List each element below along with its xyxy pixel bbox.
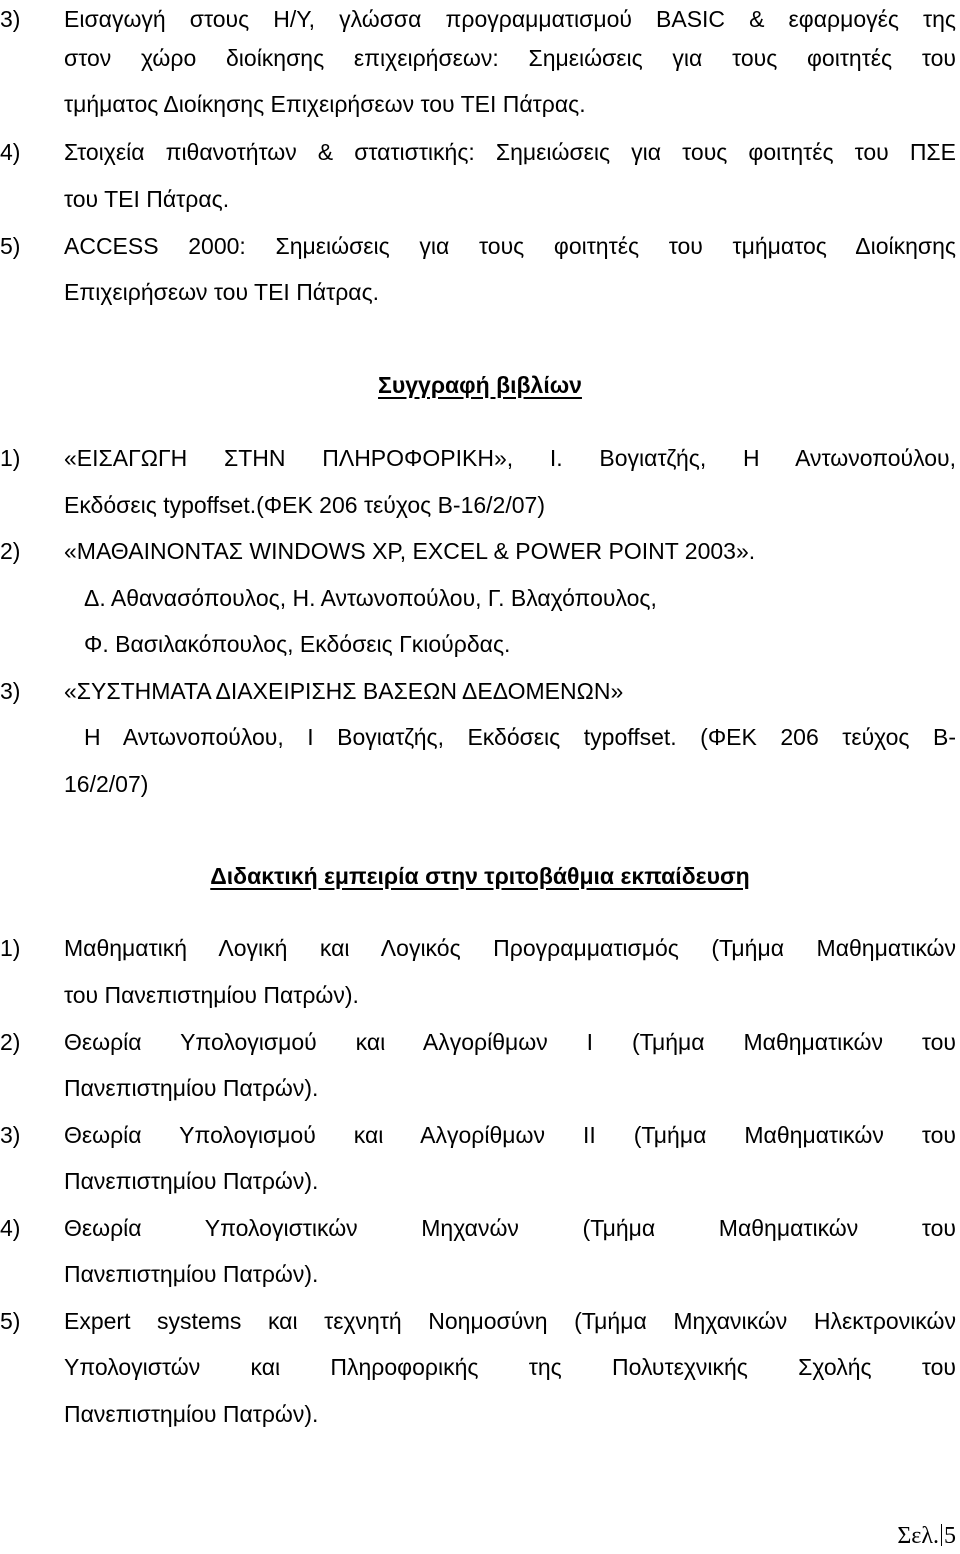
item-number: 1)	[0, 445, 21, 471]
item-text: Πανεπιστημίου Πατρών).	[64, 1261, 319, 1287]
page-label: Σελ.	[897, 1523, 939, 1549]
item-number: 2)	[0, 538, 21, 564]
page-number: 5	[944, 1523, 956, 1549]
list-item	[0, 443, 960, 473]
list-item-continuation	[0, 277, 960, 307]
list-item-continuation	[0, 1352, 960, 1382]
item-text: του Πανεπιστημίου Πατρών).	[64, 982, 359, 1008]
books-heading: Συγγραφή βιβλίων	[378, 372, 582, 398]
item-text: Expert systems και τεχνητή Νοημοσύνη (Τμήμα Μηχανικών Ηλεκτρονικών	[64, 1308, 956, 1334]
list-item	[0, 137, 960, 167]
list-item	[0, 4, 960, 34]
list-item-continuation	[0, 1166, 960, 1196]
item-text: Θεωρία Υπολογισμού και Αλγορίθμων Ι (Τμήμα Μαθηματικών του	[64, 1029, 956, 1055]
item-text: Πανεπιστημίου Πατρών).	[64, 1401, 319, 1427]
item-number: 3)	[0, 1122, 21, 1148]
list-item-continuation	[0, 184, 960, 214]
item-text: Θεωρία Υπολογισμού και Αλγορίθμων ΙΙ (Τμήμα Μαθηματικών του	[64, 1122, 956, 1148]
list-item-continuation	[0, 89, 960, 119]
teaching-heading: Διδακτική εμπειρία στην τριτοβάθμια εκπαίδευση	[210, 863, 750, 889]
item-text: του ΤΕΙ Πάτρας.	[64, 186, 230, 212]
item-text: Θεωρία Υπολογιστικών Μηχανών (Τμήμα Μαθηματικών του	[64, 1215, 956, 1241]
item-number: 3)	[0, 678, 21, 704]
item-text: Στοιχεία πιθανοτήτων & στατιστικής: Σημειώσεις για τους φοιτητές του ΠΣΕ	[64, 139, 956, 165]
item-text: Πανεπιστημίου Πατρών).	[64, 1075, 319, 1101]
item-text: «ΜΑΘΑΙΝΟΝΤΑΣ WINDOWS XP, EXCEL & POWER POINT 2003».	[64, 538, 756, 564]
item-number: 4)	[0, 139, 21, 165]
list-item	[0, 1213, 960, 1243]
list-item-continuation	[0, 1259, 960, 1289]
item-text: Φ. Βασιλακόπουλος, Εκδόσεις Γκιούρδας.	[84, 631, 511, 657]
item-number: 4)	[0, 1215, 21, 1241]
list-item-continuation	[0, 1399, 960, 1429]
list-item	[0, 536, 960, 566]
list-item-continuation	[0, 43, 960, 73]
item-text: Επιχειρήσεων του ΤΕΙ Πάτρας.	[64, 279, 380, 305]
item-text: Μαθηματική Λογική και Λογικός Προγραμματισμός (Τμήμα Μαθηματικών	[64, 935, 956, 961]
list-item	[0, 676, 960, 706]
item-number: 5)	[0, 233, 21, 259]
item-text: Η Αντωνοπούλου, Ι Βογιατζής, Εκδόσεις typoffset. (ΦΕΚ 206 τεύχος Β-	[84, 724, 956, 750]
list-item-continuation	[0, 769, 960, 799]
list-item-continuation	[0, 980, 960, 1010]
list-item-continuation	[0, 490, 960, 520]
item-text: Υπολογιστών και Πληροφορικής της Πολυτεχνικής Σχολής του	[64, 1354, 956, 1380]
item-text: «ΕΙΣΑΓΩΓΗ ΣΤΗΝ ΠΛΗΡΟΦΟΡΙΚΗ», Ι. Βογιατζής, Η Αντωνοπούλου,	[64, 445, 956, 471]
item-text: 16/2/07)	[64, 771, 149, 797]
list-item	[0, 1306, 960, 1336]
list-item-continuation	[0, 722, 960, 752]
item-text: Πανεπιστημίου Πατρών).	[64, 1168, 319, 1194]
page-separator	[941, 1524, 942, 1546]
list-item-continuation	[0, 1073, 960, 1103]
page-footer	[897, 1522, 956, 1550]
item-text: τμήματος Διοίκησης Επιχειρήσεων του ΤΕΙ Πάτρας.	[64, 91, 586, 117]
list-item	[0, 231, 960, 261]
item-text: «ΣΥΣΤΗΜΑΤΑ ΔΙΑΧΕΙΡΙΣΗΣ ΒΑΣΕΩΝ ΔΕΔΟΜΕΝΩΝ»	[64, 678, 624, 704]
list-item-continuation	[0, 629, 960, 659]
item-text: Δ. Αθανασόπουλος, Η. Αντωνοπούλου, Γ. Βλαχόπουλος,	[84, 585, 657, 611]
item-number: 1)	[0, 935, 21, 961]
item-number: 3)	[0, 6, 21, 32]
item-number: 2)	[0, 1029, 21, 1055]
item-number: 5)	[0, 1308, 21, 1334]
list-item	[0, 1120, 960, 1150]
item-text: στον χώρο διοίκησης επιχειρήσεων: Σημειώσεις για τους φοιτητές του	[64, 45, 956, 71]
list-item	[0, 933, 960, 963]
item-text: ACCESS 2000: Σημειώσεις για τους φοιτητές του τμήματος Διοίκησης	[64, 233, 956, 259]
list-item	[0, 1027, 960, 1057]
item-text: Εισαγωγή στους Η/Υ, γλώσσα προγραμματισμού BASIC & εφαρμογές της	[64, 6, 956, 32]
item-text: Εκδόσεις typoffset.(ΦΕΚ 206 τεύχος Β-16/2/07)	[64, 492, 545, 518]
list-item-continuation	[0, 583, 960, 613]
